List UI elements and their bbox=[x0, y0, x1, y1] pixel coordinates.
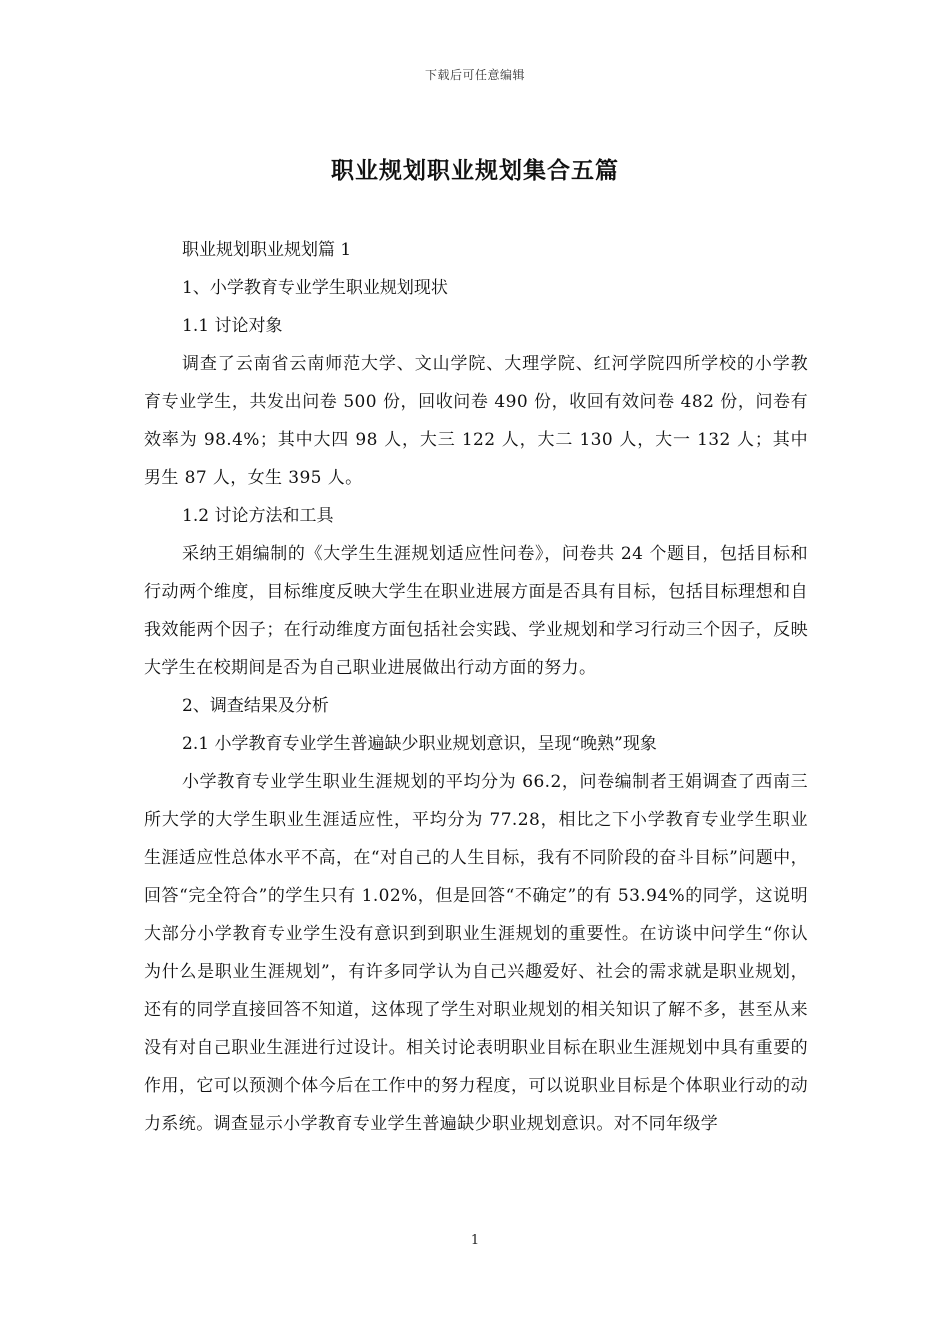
section-label: 职业规划职业规划篇 1 bbox=[182, 240, 352, 260]
page-number: 1 bbox=[470, 1233, 480, 1248]
heading-2-1: 2.1 小学教育专业学生普遍缺少职业规划意识，呈现“晚熟”现象 bbox=[182, 734, 657, 754]
paragraph-1-1: 调查了云南省云南师范大学、文山学院、大理学院、红河学院四所学校的小学教育专业学生，共发出问卷 500 份，回收问卷 490 份，收回有效问卷 482 份，问卷有效率为 98.4%；其中大四 98 人，大三 122 人，大二 130 人，大一 132 人；其中男生 87 人，女生 395 人。 bbox=[144, 354, 808, 488]
paragraph-2-1: 小学教育专业学生职业生涯规划的平均分为 66.2，问卷编制者王娟调查了西南三所大学的大学生职业生涯适应性，平均分为 77.28，相比之下小学教育专业学生职业生涯适应性总体水平不高，在“对自己的人生目标，我有不同阶段的奋斗目标”问题中，回答“完全符合”的学生只有 1.02%，但是回答“不确定”的有 53.94%的同学，这说明大部分小学教育专业学生没有意识到到职业生涯规划的重要性。在访谈中问学生“你认为什么是职业生涯规划”，有许多同学认为自己兴趣爱好、社会的需求就是职业规划，还有的同学直接回答不知道，这体现了学生对职业规划的相关知识了解不多，甚至从来没有对自己职业生涯进行过设计。相关讨论表明职业目标在职业生涯规划中具有重要的作用，它可以预测个体今后在工作中的努力程度，可以说职业目标是个体职业行动的动力系统。调查显示小学教育专业学生普遍缺少职业规划意识。对不同年级学 bbox=[144, 772, 808, 1134]
paragraph-1-2: 采纳王娟编制的《大学生生涯规划适应性问卷》，问卷共 24 个题目，包括目标和行动两个维度，目标维度反映大学生在职业进展方面是否具有目标，包括目标理想和自我效能两个因子；在行动维度方面包括社会实践、学业规划和学习行动三个因子，反映大学生在校期间是否为自己职业进展做出行动方面的努力。 bbox=[144, 544, 808, 678]
heading-1-1: 1.1 讨论对象 bbox=[182, 316, 283, 336]
heading-1-2: 1.2 讨论方法和工具 bbox=[182, 506, 334, 526]
page-header: 下载后可任意编辑 bbox=[424, 68, 525, 82]
document-title: 职业规划职业规划集合五篇 bbox=[331, 157, 619, 184]
document-body bbox=[144, 231, 808, 1143]
heading-1: 1、小学教育专业学生职业规划现状 bbox=[182, 278, 448, 298]
heading-2: 2、调查结果及分析 bbox=[182, 696, 329, 716]
